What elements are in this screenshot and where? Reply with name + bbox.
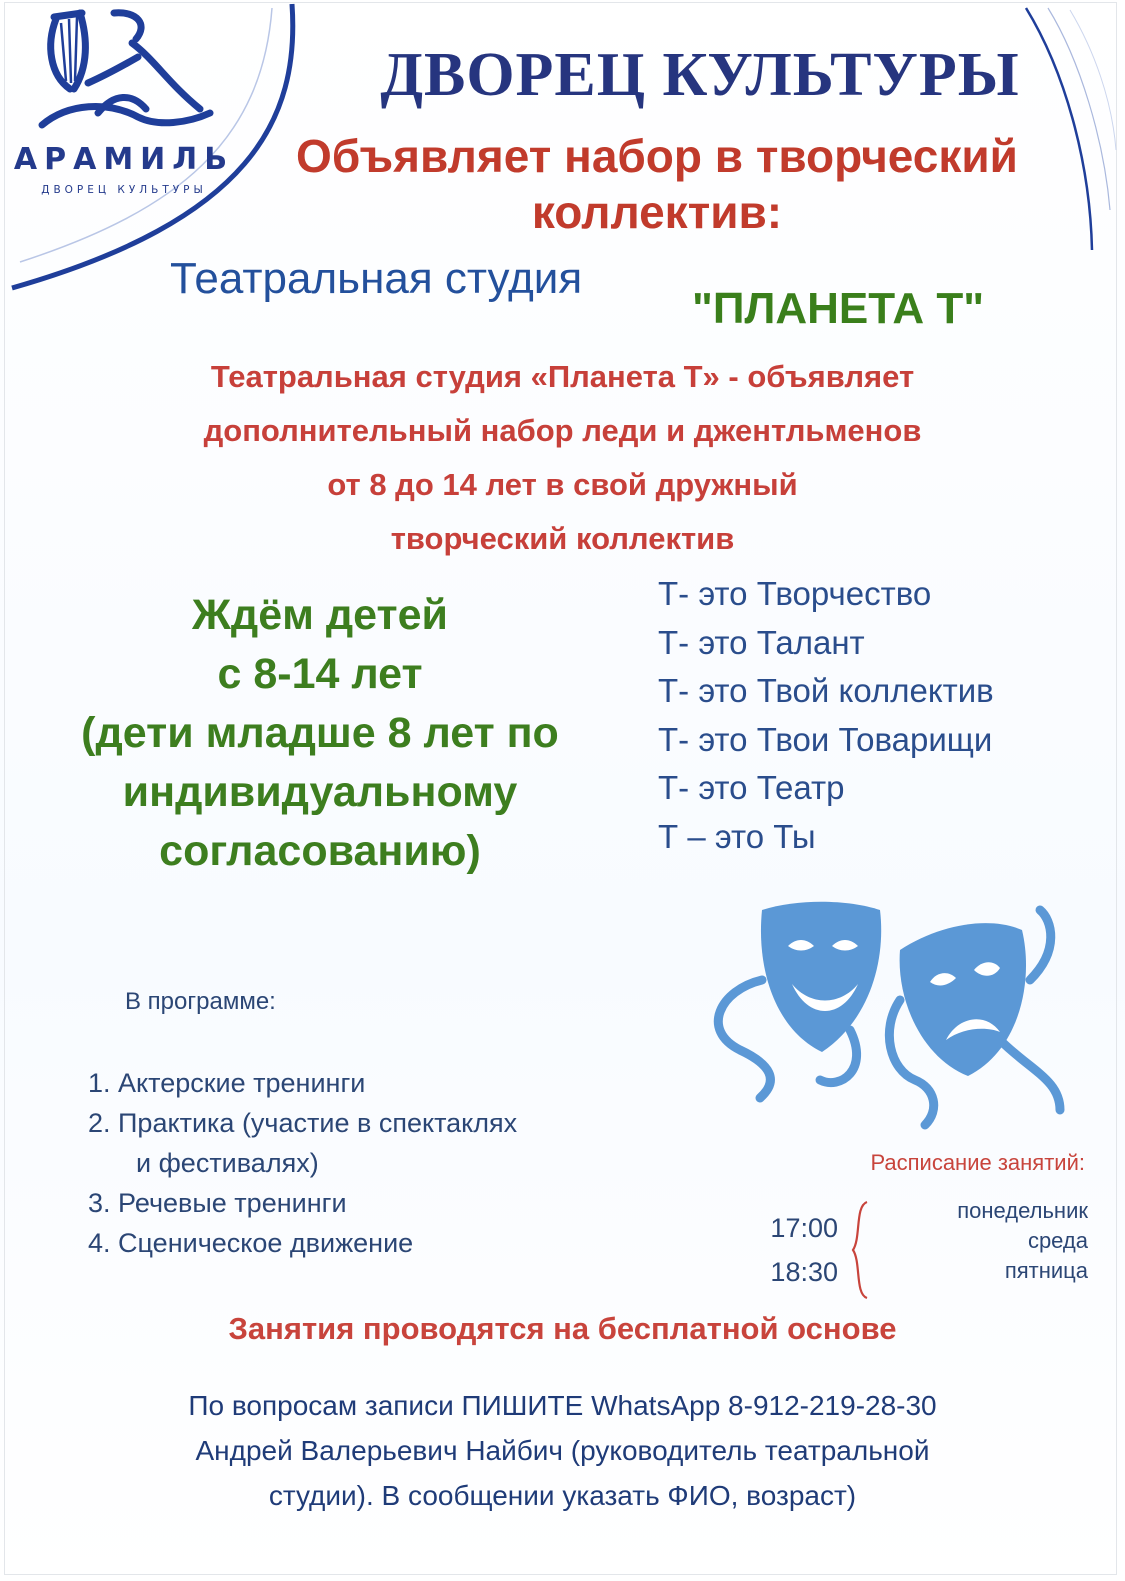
description-line: дополнительный набор леди и джентльменов (203, 413, 922, 448)
announcement (262, 128, 1052, 240)
age-invitation-line: индивидуальному (122, 768, 518, 816)
contact-line: По вопросам записи ПИШИТЕ WhatsApp 8-912-219-28-30 (188, 1390, 937, 1421)
list-item: и фестивалях) (136, 1148, 319, 1178)
lyre-figure-icon (28, 5, 218, 140)
age-invitation-line: с 8-14 лет (217, 650, 423, 698)
age-invitation-line: (дети младше 8 лет по (81, 709, 559, 757)
t-meaning-list (658, 570, 1098, 861)
logo-subtitle: ДВОРЕЦ КУЛЬТУРЫ (41, 184, 207, 196)
schedule-time: 18:30 (770, 1257, 838, 1287)
schedule-days (880, 1196, 1088, 1286)
description-line: Театральная студия «Планета Т» - объявляет (210, 359, 915, 394)
schedule-time: 17:00 (770, 1213, 838, 1243)
announcement-line: коллектив: (531, 186, 783, 238)
studio-name: "ПЛАНЕТА Т" (692, 284, 985, 333)
page-title: ДВОРЕЦ КУЛЬТУРЫ (380, 41, 1020, 109)
age-invitation-line: согласованию) (159, 827, 481, 875)
theatre-masks-icon (700, 880, 1080, 1140)
list-item: Т- это Театр (658, 769, 845, 806)
list-item: 2. Практика (участие в спектаклях (88, 1108, 518, 1138)
contact-line: Андрей Валерьевич Найбич (руководитель театральной (195, 1435, 930, 1466)
age-invitation-line: Ждём детей (192, 591, 448, 639)
schedule-times (738, 1206, 838, 1294)
program-list (88, 1063, 708, 1263)
contact-info (40, 1383, 1085, 1518)
list-item: Т- это Твой коллектив (658, 672, 994, 709)
schedule-label: Расписание занятий: (870, 1150, 1085, 1175)
announcement-line: Объявляет набор в творческий (296, 130, 1018, 182)
description-line: от 8 до 14 лет в свой дружный (327, 467, 798, 502)
list-item: Т- это Творчество (658, 575, 932, 612)
description-line: творческий коллектив (390, 521, 735, 556)
list-item: Т- это Талант (658, 623, 865, 661)
logo-name: АРАМИЛЬ (13, 142, 235, 177)
schedule-day: пятница (1004, 1258, 1088, 1283)
schedule-day: понедельник (957, 1198, 1088, 1223)
free-note: Занятия проводятся на бесплатной основе (228, 1311, 897, 1346)
list-item: 1. Актерские тренинги (88, 1068, 366, 1098)
studio-label: Театральная студия (170, 254, 583, 303)
list-item: 3. Речевые тренинги (88, 1188, 347, 1218)
age-invitation (20, 586, 620, 881)
program-label: В программе: (125, 988, 276, 1015)
schedule-day: среда (1027, 1228, 1088, 1253)
contact-line: студии). В сообщении указать ФИО, возраст) (268, 1480, 857, 1511)
list-item: Т – это Ты (658, 817, 816, 855)
description (60, 350, 1065, 566)
brace-icon (847, 1198, 873, 1302)
list-item: Т- это Твои Товарищи (658, 720, 993, 758)
list-item: 4. Сценическое движение (88, 1228, 414, 1258)
